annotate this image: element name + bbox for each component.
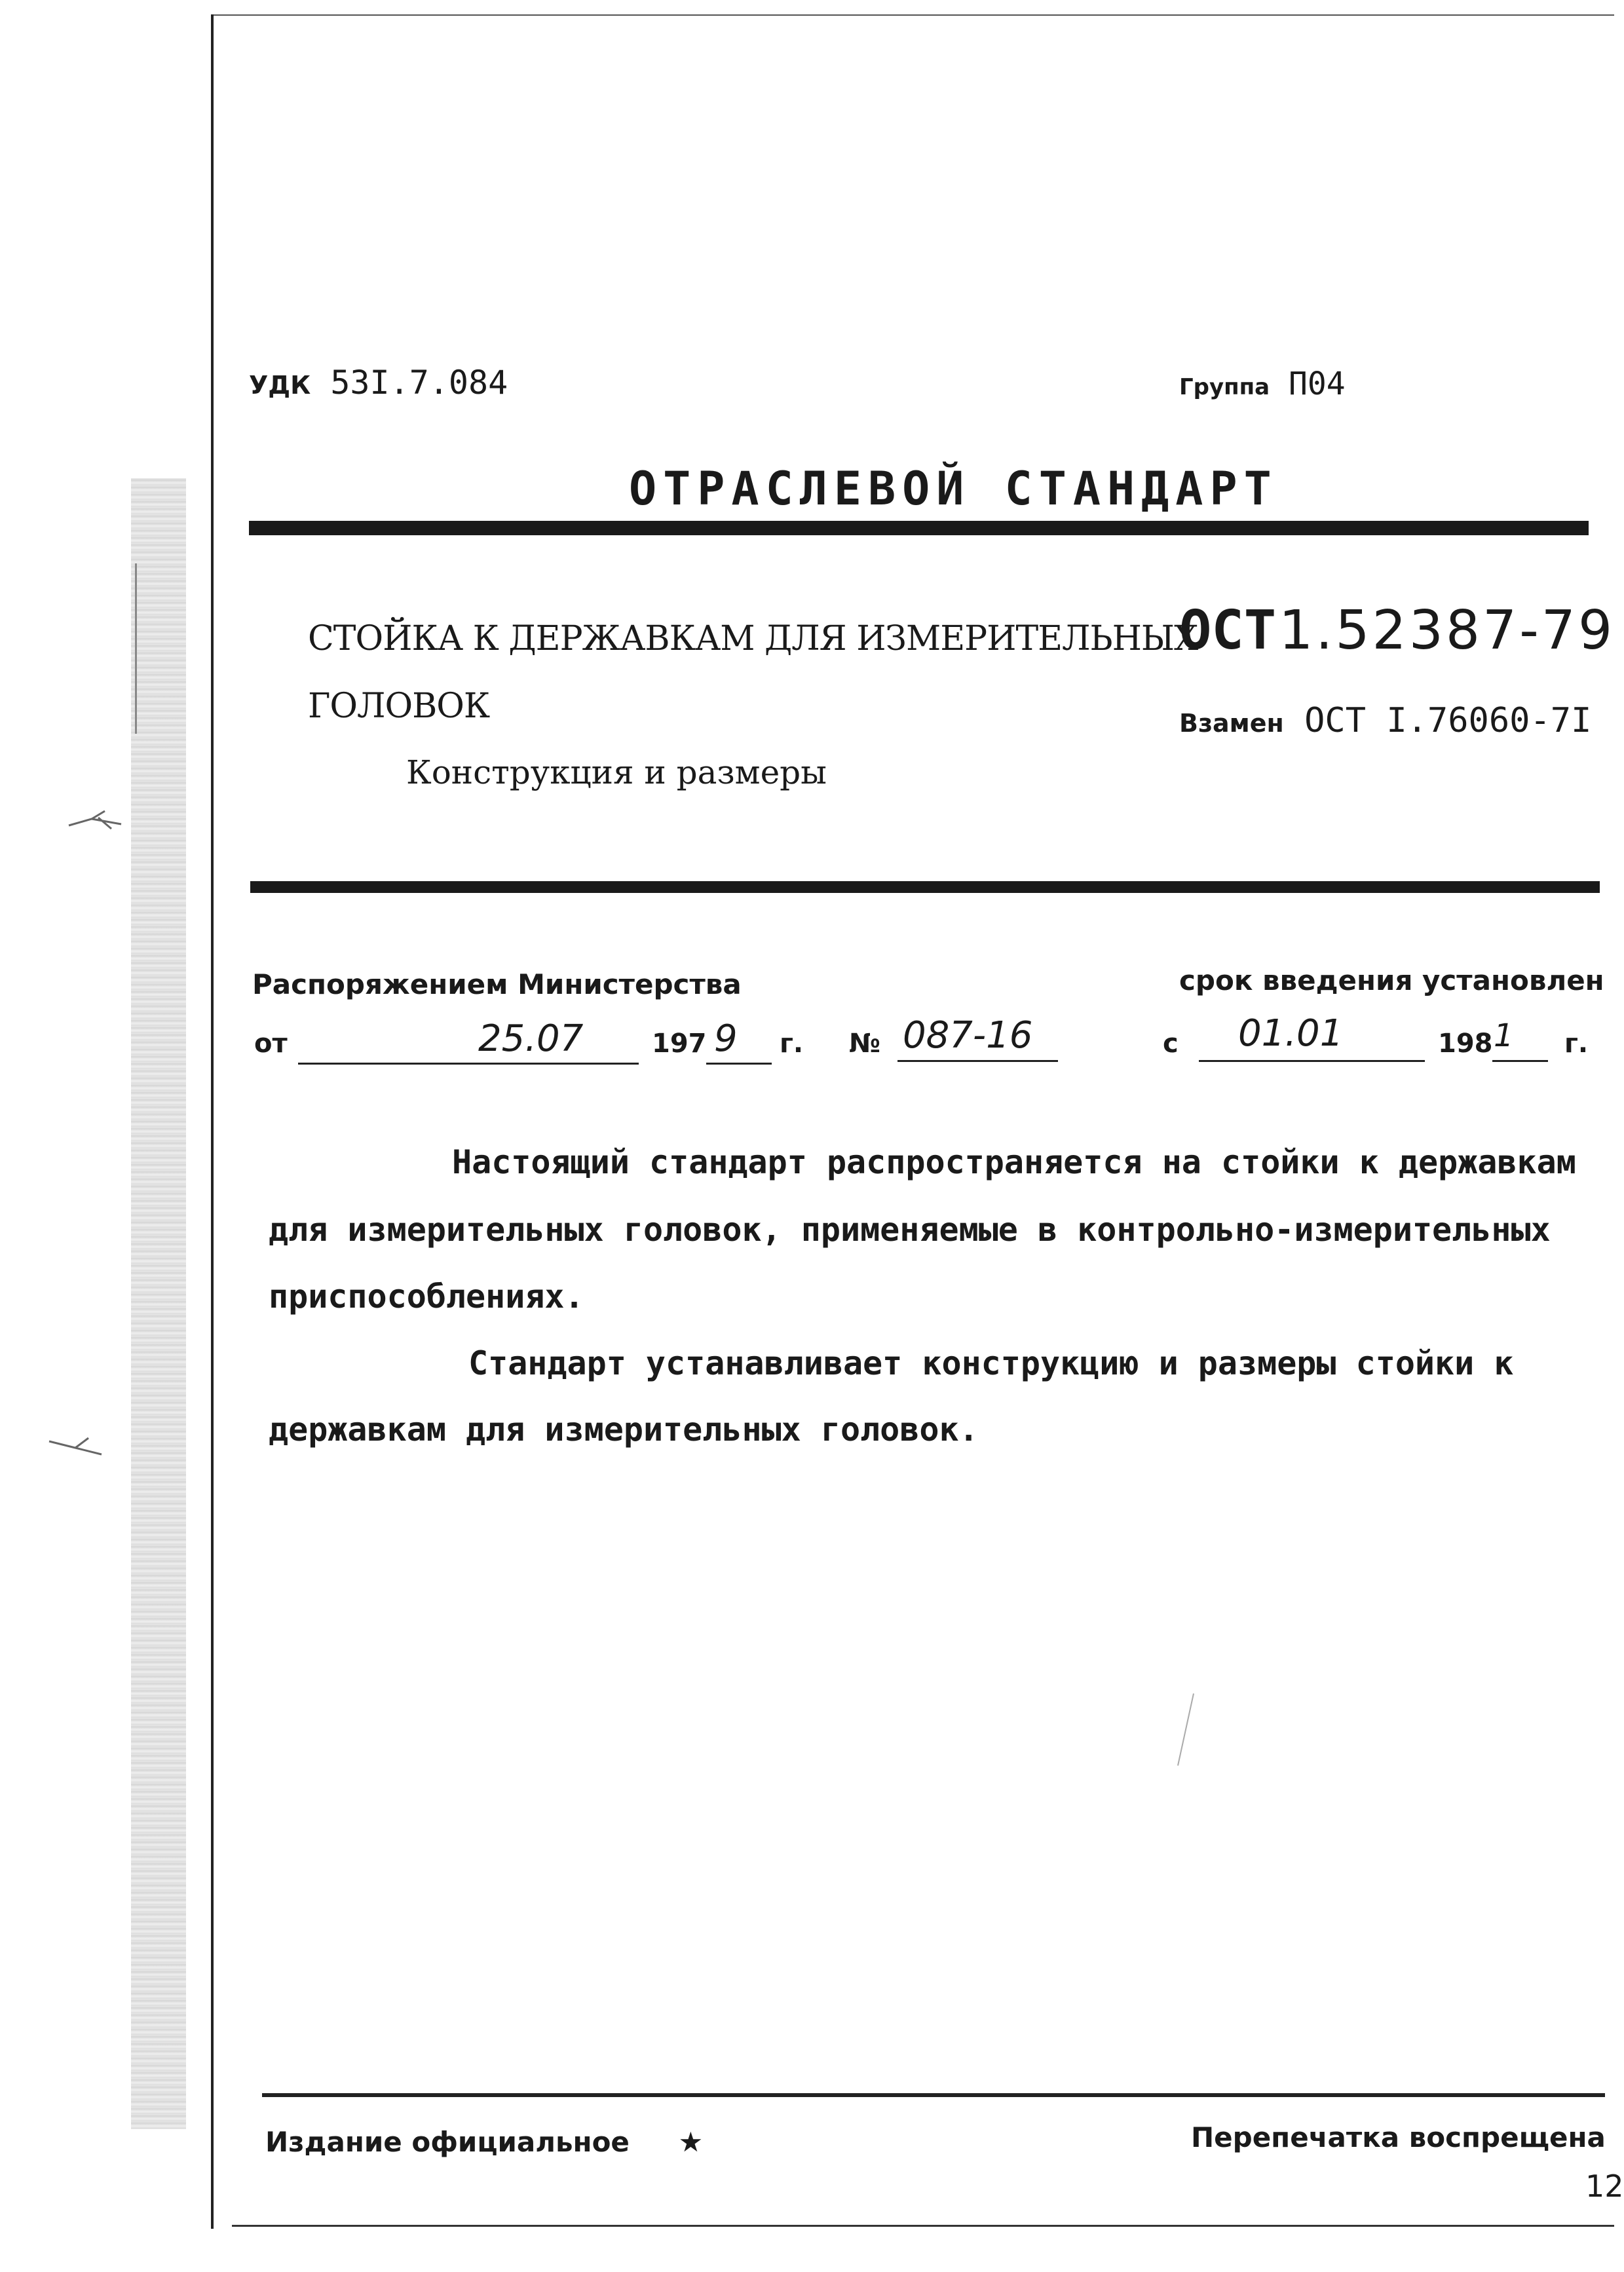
footer-rule	[262, 2093, 1605, 2097]
standard-heading: ОТРАСЛЕВОЙ СТАНДАРТ	[629, 462, 1278, 516]
no-reprint-notice: Перепечатка воспрещена	[1191, 2121, 1606, 2153]
effective-from-label: с	[1163, 1029, 1179, 1059]
replaces-label: Взамен	[1179, 709, 1284, 738]
frame-left-line	[211, 14, 214, 2229]
subtitle: Конструкция и размеры	[406, 753, 827, 791]
udk-value: 53I.7.084	[330, 364, 508, 402]
year-underline	[706, 1063, 772, 1065]
effective-date-underline	[1199, 1060, 1425, 1062]
title-line-1: СТОЙКА К ДЕРЖАВКАМ ДЛЯ ИЗМЕРИТЕЛЬНЫХ	[308, 619, 1198, 658]
official-edition-text: Издание официальное	[265, 2126, 630, 2158]
body-p2-line2: державкам для измерительных головок.	[269, 1411, 979, 1448]
frame-bottom-line	[232, 2225, 1614, 2227]
star-icon: ★	[678, 2126, 704, 2158]
binding-edge	[135, 563, 137, 734]
udk-label: УДК	[249, 371, 311, 400]
order-label: Распоряжением Министерства	[252, 968, 742, 1000]
effective-year-suffix: г.	[1564, 1029, 1589, 1059]
body-p1-line1: Настоящий стандарт распространяется на стойки к державкам	[452, 1143, 1576, 1181]
body-p1-line2: для измерительных головок, применяемые в контрольно-измерительных	[269, 1211, 1551, 1249]
replaces-value: ОСТ I.76060-7I	[1304, 701, 1592, 740]
designation-number: 1.52387-79	[1279, 599, 1615, 662]
effective-year-digit: 1	[1494, 1017, 1514, 1054]
staple-mark	[46, 1435, 105, 1461]
group-label: Группа	[1179, 374, 1270, 400]
order-from-label: от	[254, 1029, 288, 1059]
binding-strip	[131, 478, 186, 2129]
frame-top-line	[211, 14, 1614, 16]
effective-year-underline	[1492, 1060, 1548, 1062]
replaces-standard	[1179, 701, 1591, 740]
standard-designation	[1179, 599, 1615, 662]
order-year-prefix: 197	[652, 1029, 707, 1059]
order-number-label: №	[849, 1029, 881, 1059]
date-underline	[298, 1063, 639, 1065]
effective-label: срок введения установлен	[1179, 964, 1604, 996]
effective-year-prefix: 198	[1438, 1029, 1493, 1059]
number-underline	[897, 1060, 1058, 1062]
order-year-suffix: г.	[780, 1029, 804, 1059]
group-value: П04	[1289, 366, 1346, 402]
order-year-digit: 9	[714, 1017, 738, 1060]
heading-rule	[249, 521, 1589, 535]
official-edition	[265, 2126, 703, 2158]
body-p1-line3: приспособлениях.	[269, 1278, 584, 1316]
pencil-mark	[1173, 1690, 1199, 1769]
designation-prefix: ОСТ	[1179, 599, 1277, 662]
order-date: 25.07	[478, 1017, 584, 1060]
effective-date: 01.01	[1238, 1012, 1344, 1055]
body-p2-line1: Стандарт устанавливает конструкцию и размеры стойки к	[468, 1344, 1514, 1382]
title-rule	[250, 881, 1600, 893]
page-number: 12	[1585, 2168, 1624, 2204]
udk-code	[249, 364, 508, 402]
title-line-2: ГОЛОВОК	[308, 687, 490, 726]
group-code	[1179, 366, 1346, 402]
order-number: 087-16	[903, 1014, 1033, 1057]
staple-mark	[66, 806, 124, 832]
